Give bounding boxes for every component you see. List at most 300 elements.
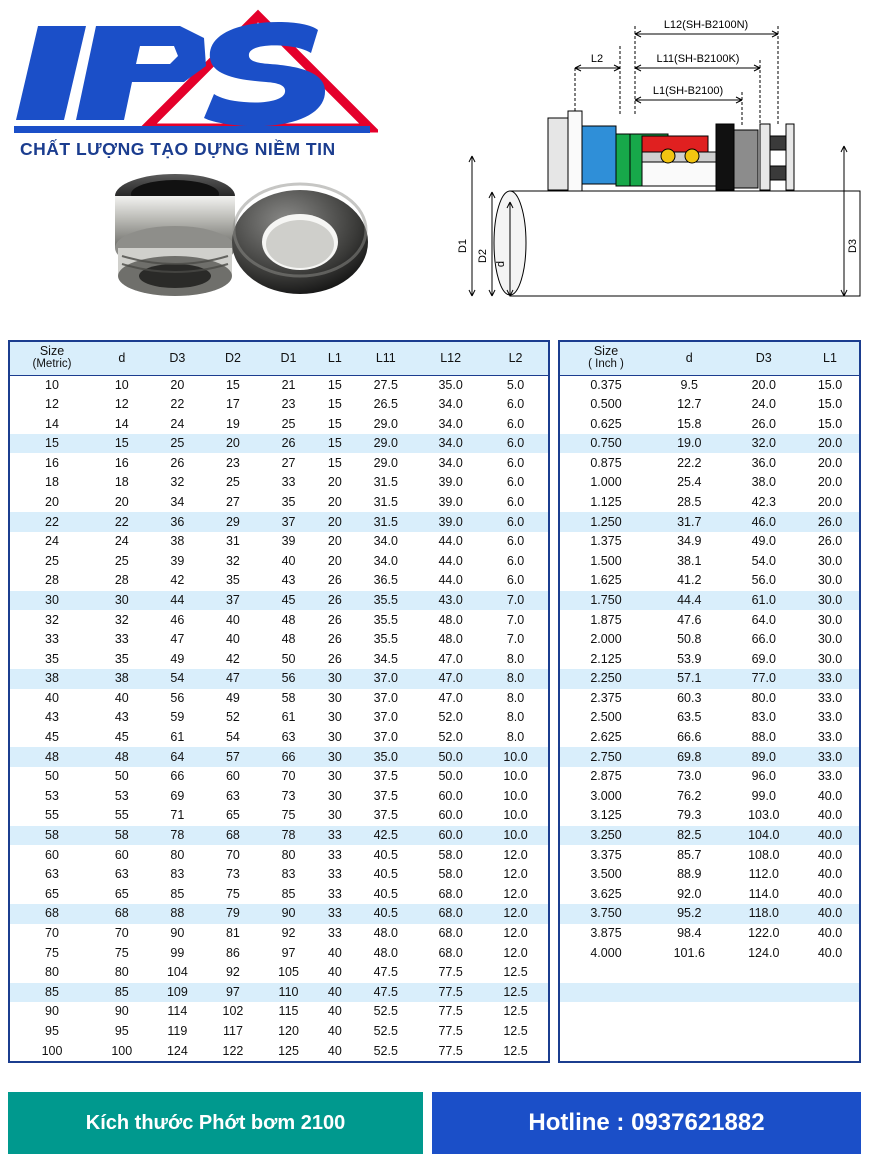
inch-table-row <box>560 453 859 473</box>
inch-table-cell: 33.0 <box>817 710 843 725</box>
inch-table-cell: 30.0 <box>817 612 843 627</box>
metric-table-cell: 39.0 <box>418 512 483 532</box>
inch-table-cell: 69.8 <box>652 747 727 767</box>
inch-table-row-empty <box>560 1002 859 1022</box>
metric-table-cell: 68.0 <box>418 904 483 924</box>
inch-table-cell: 31.7 <box>652 512 727 532</box>
metric-table-cell: 28 <box>114 573 129 588</box>
technical-drawing <box>430 6 865 326</box>
metric-table-cell: 86 <box>225 945 240 960</box>
inch-table-cell: 3.625 <box>590 886 622 901</box>
metric-table-cell: 30 <box>94 591 150 611</box>
inch-table-container <box>558 340 861 1063</box>
metric-table-cell: 6.0 <box>506 494 525 509</box>
inch-table-row <box>560 512 859 532</box>
metric-table-cell: 65 <box>225 808 240 823</box>
metric-table-cell: 35.0 <box>353 747 418 767</box>
metric-table-cell: 25 <box>114 553 129 568</box>
inch-table-row <box>560 669 859 689</box>
metric-table-cell: 12 <box>45 396 59 411</box>
metric-table-row <box>10 473 548 493</box>
metric-table-cell: 33 <box>316 826 353 846</box>
metric-table-cell: 37.5 <box>373 808 398 823</box>
metric-table-cell: 34.5 <box>373 651 398 666</box>
metric-table-cell: 64 <box>150 747 206 767</box>
inch-table-cell: 57.1 <box>652 669 727 689</box>
metric-table-cell: 33 <box>114 632 129 647</box>
metric-table-cell: 42 <box>170 573 185 588</box>
metric-table-cell: 23 <box>225 455 240 470</box>
metric-table-cell: 37 <box>261 512 317 532</box>
metric-table-cell: 60 <box>45 847 59 862</box>
metric-table-cell: 37.0 <box>353 669 418 689</box>
metric-table-cell: 44.0 <box>438 573 463 588</box>
inch-table-row <box>560 943 859 963</box>
metric-table-cell: 29.0 <box>353 434 418 454</box>
metric-table-row <box>10 1041 548 1061</box>
metric-table-row <box>10 747 548 767</box>
metric-table-row <box>10 571 548 591</box>
metric-table-cell: 85 <box>10 983 94 1003</box>
metric-table-cell: 14 <box>114 416 129 431</box>
metric-table-cell: 37 <box>205 591 261 611</box>
metric-table-cell: 15 <box>327 396 342 411</box>
inch-table-cell: 3.750 <box>560 904 652 924</box>
metric-table-cell: 59 <box>170 710 185 725</box>
ips-logo-icon <box>8 8 378 138</box>
metric-table-head <box>10 342 548 375</box>
inch-table-row <box>560 395 859 415</box>
dim-l2-label: L2 <box>590 53 604 65</box>
inch-table-cell-empty <box>652 1022 727 1042</box>
metric-table-cell: 30 <box>327 769 342 784</box>
metric-table-cell: 73 <box>225 867 240 882</box>
dim-d1-label: D1 <box>457 238 469 254</box>
metric-table-cell: 10.0 <box>503 808 528 823</box>
metric-table-cell: 29.0 <box>373 416 398 431</box>
inch-table-cell: 34.9 <box>677 534 702 549</box>
inch-table-row <box>560 747 859 767</box>
metric-table-cell: 39 <box>170 553 185 568</box>
inch-table-cell: 40.0 <box>801 904 859 924</box>
inch-table-cell: 80.0 <box>751 690 776 705</box>
metric-table-cell: 22 <box>10 512 94 532</box>
inch-table-cell: 0.625 <box>590 416 622 431</box>
metric-table-cell: 50 <box>45 769 59 784</box>
metric-table-cell: 35.0 <box>438 377 463 392</box>
metric-table-cell: 33 <box>327 926 342 941</box>
inch-table-cell: 25.4 <box>677 475 702 490</box>
metric-table-cell: 8.0 <box>506 710 525 725</box>
inch-table-cell: 44.4 <box>652 591 727 611</box>
metric-table-cell: 7.0 <box>506 632 525 647</box>
inch-table-cell: 15.0 <box>817 396 843 411</box>
metric-table-cell: 29 <box>205 512 261 532</box>
inch-table-cell: 36.0 <box>751 455 776 470</box>
metric-table-row <box>10 1002 548 1022</box>
inch-table-cell: 3.375 <box>590 847 622 862</box>
metric-table-cell: 34 <box>170 494 185 509</box>
inch-table-row <box>560 865 859 885</box>
metric-table-cell: 36.5 <box>373 573 398 588</box>
metric-table-row <box>10 924 548 944</box>
inch-table-cell-empty <box>560 983 652 1003</box>
metric-table-cell: 5.0 <box>506 377 525 392</box>
metric-table-cell: 52 <box>225 710 240 725</box>
metric-table-cell: 33 <box>327 886 342 901</box>
metric-table-cell: 27.5 <box>373 377 398 392</box>
inch-table-cell-empty <box>801 983 859 1003</box>
metric-table-cell: 30 <box>327 730 342 745</box>
metric-size-table <box>10 342 548 1061</box>
metric-table-cell: 75 <box>45 945 59 960</box>
inch-table-cell: 82.5 <box>652 826 727 846</box>
metric-table-cell: 55 <box>45 808 59 823</box>
inch-table-row <box>560 708 859 728</box>
metric-table-row <box>10 826 548 846</box>
metric-table-cell: 47.0 <box>418 669 483 689</box>
inch-table-cell: 96.0 <box>751 769 776 784</box>
metric-table-cell: 70 <box>225 847 240 862</box>
metric-table-cell: 32 <box>225 553 240 568</box>
metric-table-row <box>10 649 548 669</box>
metric-table-cell: 10.0 <box>503 788 528 803</box>
inch-table-cell: 69.0 <box>751 651 776 666</box>
metric-table-cell: 20 <box>114 494 129 509</box>
inch-col-header: d <box>652 342 727 375</box>
metric-table-row <box>10 728 548 748</box>
metric-col-header: L1 <box>316 342 353 375</box>
inch-col-header: Size ( Inch ) <box>560 342 652 375</box>
inch-table-cell: 2.000 <box>590 632 622 647</box>
metric-table-cell: 20 <box>45 494 59 509</box>
inch-table-cell: 108.0 <box>748 847 780 862</box>
metric-table-cell: 40 <box>114 690 129 705</box>
inch-header-row <box>560 342 859 375</box>
inch-table-cell: 76.2 <box>677 788 702 803</box>
metric-table-cell: 15 <box>327 377 342 392</box>
inch-table-cell-empty <box>560 1022 652 1042</box>
metric-table-cell: 12.0 <box>503 926 528 941</box>
metric-table-cell: 34.0 <box>438 455 463 470</box>
metric-table-cell: 95 <box>45 1023 59 1038</box>
inch-table-cell: 12.7 <box>677 396 702 411</box>
inch-table-cell: 26.0 <box>801 512 859 532</box>
inch-table-cell-empty <box>727 1041 802 1061</box>
metric-table-cell: 47 <box>205 669 261 689</box>
inch-table-cell-empty <box>801 1022 859 1042</box>
inch-table-cell: 1.625 <box>590 573 622 588</box>
metric-table-cell: 48.0 <box>373 945 398 960</box>
inch-table-cell: 1.875 <box>590 612 622 627</box>
inch-table-cell: 41.2 <box>677 573 702 588</box>
metric-table-cell: 92 <box>281 926 296 941</box>
metric-table-cell: 7.0 <box>483 591 548 611</box>
inch-table-cell: 30.0 <box>817 632 843 647</box>
metric-table-cell: 12.0 <box>503 847 528 862</box>
metric-table-row <box>10 1022 548 1042</box>
metric-table-cell: 20 <box>327 494 342 509</box>
metric-table-cell: 21 <box>281 377 296 392</box>
metric-table-cell: 68.0 <box>438 926 463 941</box>
metric-table-cell: 97 <box>281 945 296 960</box>
metric-table-cell: 37.5 <box>373 788 398 803</box>
metric-table-row <box>10 963 548 983</box>
metric-table-cell: 75 <box>225 886 240 901</box>
metric-table-cell: 40.5 <box>373 847 398 862</box>
inch-table-row <box>560 610 859 630</box>
metric-table-cell: 34.0 <box>373 553 398 568</box>
inch-table-cell: 20.0 <box>801 434 859 454</box>
metric-table-cell: 60.0 <box>438 808 463 823</box>
metric-table-cell: 35.5 <box>373 632 398 647</box>
inch-table-cell: 61.0 <box>727 591 802 611</box>
metric-table-cell: 33 <box>316 904 353 924</box>
metric-table-cell: 15 <box>94 434 150 454</box>
metric-table-cell: 26 <box>327 632 342 647</box>
metric-table-cell: 15 <box>316 434 353 454</box>
metric-table-cell: 58 <box>281 690 296 705</box>
inch-table-row <box>560 649 859 669</box>
metric-table-cell: 47.5 <box>353 983 418 1003</box>
metric-table-cell: 58 <box>10 826 94 846</box>
inch-table-row-empty <box>560 1041 859 1061</box>
metric-table-cell: 90 <box>170 926 185 941</box>
hotline-banner[interactable]: Hotline : 0937621882 <box>432 1092 861 1154</box>
metric-table-cell: 48 <box>10 747 94 767</box>
metric-table-cell: 26 <box>327 573 342 588</box>
inch-table-row-empty <box>560 983 859 1003</box>
metric-table-cell: 45 <box>114 730 129 745</box>
inch-table-cell-empty <box>801 963 859 983</box>
inch-table-cell: 95.2 <box>652 904 727 924</box>
inch-table-row <box>560 885 859 905</box>
metric-table-cell: 35.5 <box>353 591 418 611</box>
metric-table-cell: 12.0 <box>503 945 528 960</box>
metric-table-cell: 68.0 <box>438 886 463 901</box>
metric-table-cell: 65 <box>45 886 59 901</box>
inch-table-cell: 4.000 <box>590 945 622 960</box>
metric-table-cell: 33 <box>327 867 342 882</box>
inch-table-cell: 20.0 <box>817 494 843 509</box>
inch-table-cell: 46.0 <box>727 512 802 532</box>
metric-table-cell: 25 <box>150 434 206 454</box>
product-photo <box>70 160 380 320</box>
inch-table-cell: 33.0 <box>817 690 843 705</box>
inch-table-cell: 1.375 <box>590 534 622 549</box>
brand-logo <box>8 8 378 168</box>
metric-table-cell: 45 <box>45 730 59 745</box>
inch-table-cell-empty <box>801 1002 859 1022</box>
inch-size-table <box>560 342 859 1061</box>
dim-d2-label: D2 <box>477 248 489 264</box>
metric-table-cell: 26 <box>327 651 342 666</box>
inch-table-cell: 49.0 <box>751 534 776 549</box>
metric-table-cell: 22 <box>94 512 150 532</box>
metric-table-cell: 95 <box>114 1023 129 1038</box>
metric-table-cell: 120 <box>278 1023 299 1038</box>
inch-table-cell: 26.0 <box>817 534 843 549</box>
metric-table-row <box>10 767 548 787</box>
metric-table-cell: 55 <box>114 808 129 823</box>
metric-table-cell: 88 <box>150 904 206 924</box>
metric-table-row <box>10 610 548 630</box>
inch-table-cell: 53.9 <box>677 651 702 666</box>
metric-table-row <box>10 689 548 709</box>
metric-table-cell: 56 <box>261 669 317 689</box>
inch-table-row <box>560 532 859 552</box>
metric-table-cell: 7.0 <box>506 612 525 627</box>
metric-table-cell: 50.0 <box>418 747 483 767</box>
dim-d3-label: D3 <box>847 238 859 254</box>
metric-table-body <box>10 375 548 1061</box>
inch-table-cell: 0.750 <box>560 434 652 454</box>
metric-table-cell: 40 <box>281 553 296 568</box>
metric-table-cell: 48.0 <box>438 612 463 627</box>
inch-table-cell: 56.0 <box>751 573 776 588</box>
metric-table-row <box>10 414 548 434</box>
metric-table-cell: 24 <box>45 534 59 549</box>
metric-table-cell: 30 <box>10 591 94 611</box>
inch-table-cell: 112.0 <box>748 867 779 882</box>
metric-table-cell: 77.5 <box>438 1023 463 1038</box>
inch-table-row <box>560 826 859 846</box>
metric-table-cell: 10.0 <box>483 826 548 846</box>
inch-table-cell: 40.0 <box>817 945 843 960</box>
inch-table-cell: 20.0 <box>751 377 776 392</box>
metric-table-cell: 90 <box>114 1004 129 1019</box>
metric-table-cell: 6.0 <box>483 434 548 454</box>
inch-table-row <box>560 493 859 513</box>
metric-table-row <box>10 787 548 807</box>
metric-table-cell: 102 <box>222 1004 244 1019</box>
inch-table-cell: 40.0 <box>817 788 843 803</box>
inch-table-cell: 85.7 <box>677 847 702 862</box>
metric-table-cell: 63 <box>114 867 129 882</box>
inch-table-row <box>560 904 859 924</box>
inch-table-cell-empty <box>727 963 802 983</box>
metric-col-header: D2 <box>205 342 261 375</box>
metric-table-cell: 90 <box>45 1004 59 1019</box>
metric-table-cell: 31.5 <box>353 512 418 532</box>
metric-table-cell: 25 <box>45 553 59 568</box>
metric-table-cell: 22 <box>170 396 185 411</box>
inch-table-cell-empty <box>560 963 652 983</box>
metric-table-cell: 40 <box>316 983 353 1003</box>
inch-table-cell: 24.0 <box>751 396 776 411</box>
metric-table-row <box>10 669 548 689</box>
inch-table-cell: 3.500 <box>590 867 622 882</box>
metric-table-cell: 6.0 <box>506 475 525 490</box>
metric-table-cell: 31.5 <box>373 475 398 490</box>
metric-table-cell: 20 <box>327 553 342 568</box>
metric-table-cell: 100 <box>41 1043 63 1058</box>
metric-table-cell: 6.0 <box>506 534 525 549</box>
inch-table-cell: 92.0 <box>677 886 702 901</box>
metric-table-row <box>10 865 548 885</box>
metric-table-cell: 36 <box>150 512 206 532</box>
metric-table-cell: 38 <box>94 669 150 689</box>
metric-table-cell: 83 <box>281 867 296 882</box>
inch-table-cell: 122.0 <box>748 926 780 941</box>
metric-table-cell: 77.5 <box>418 983 483 1003</box>
metric-table-cell: 43 <box>114 710 129 725</box>
inch-table-cell-empty <box>652 1002 727 1022</box>
inch-table-cell-empty <box>652 963 727 983</box>
metric-table-row <box>10 395 548 415</box>
metric-table-cell: 48 <box>281 612 296 627</box>
metric-table-row <box>10 983 548 1003</box>
inch-table-cell: 1.000 <box>590 475 622 490</box>
metric-table-cell: 15 <box>225 377 240 392</box>
inch-table-cell: 0.875 <box>590 455 622 470</box>
metric-table-cell: 12.0 <box>503 886 528 901</box>
inch-table-cell: 30.0 <box>817 573 843 588</box>
metric-table-cell: 83 <box>170 867 185 882</box>
inch-table-cell: 79.3 <box>677 808 702 823</box>
metric-table-cell: 47 <box>170 632 185 647</box>
metric-table-cell: 71 <box>170 808 185 823</box>
dim-l12-label: L12(SH-B2100N) <box>663 19 749 31</box>
metric-table-cell: 35 <box>114 651 129 666</box>
inch-table-cell: 20.0 <box>817 475 843 490</box>
inch-table-row <box>560 806 859 826</box>
metric-table-cell: 100 <box>111 1043 133 1058</box>
metric-table-cell: 6.0 <box>506 396 525 411</box>
metric-table-cell: 24 <box>114 534 129 549</box>
inch-table-cell: 33.0 <box>817 730 843 745</box>
inch-table-cell-empty <box>560 1002 652 1022</box>
metric-table-cell: 18 <box>114 475 129 490</box>
inch-table-cell: 40.0 <box>801 826 859 846</box>
metric-table-cell: 6.0 <box>506 573 525 588</box>
metric-table-cell: 10 <box>114 377 129 392</box>
inch-table-cell-empty <box>560 1041 652 1061</box>
metric-table-cell: 39.0 <box>438 475 463 490</box>
metric-table-container <box>8 340 550 1063</box>
metric-table-cell: 79 <box>205 904 261 924</box>
metric-table-cell: 47.0 <box>438 651 463 666</box>
metric-table-cell: 12.5 <box>503 965 528 980</box>
metric-table-cell: 99 <box>170 945 185 960</box>
inch-table-cell: 89.0 <box>727 747 802 767</box>
inch-table-cell: 3.250 <box>560 826 652 846</box>
metric-table-row <box>10 845 548 865</box>
metric-table-cell: 49 <box>225 690 240 705</box>
metric-table-cell: 20 <box>205 434 261 454</box>
inch-table-cell: 118.0 <box>727 904 802 924</box>
metric-table-cell: 52.5 <box>373 1023 398 1038</box>
metric-table-cell: 119 <box>167 1023 188 1038</box>
metric-table-cell: 6.0 <box>483 512 548 532</box>
metric-table-cell: 23 <box>281 396 296 411</box>
inch-table-cell: 40.0 <box>817 926 843 941</box>
inch-table-cell: 15.0 <box>817 377 843 392</box>
metric-table-cell: 25 <box>225 475 240 490</box>
inch-table-cell: 1.250 <box>560 512 652 532</box>
metric-table-cell: 52.0 <box>438 710 463 725</box>
inch-table-row <box>560 787 859 807</box>
inch-table-cell: 19.0 <box>652 434 727 454</box>
metric-table-cell: 114 <box>167 1004 188 1019</box>
metric-table-cell: 40 <box>327 1004 342 1019</box>
metric-table-cell: 50 <box>281 651 296 666</box>
metric-table-cell: 30 <box>327 710 342 725</box>
header-section <box>0 0 869 330</box>
metric-table-cell: 48.0 <box>373 926 398 941</box>
metric-table-cell: 26.5 <box>373 396 398 411</box>
inch-table-cell: 40.0 <box>817 847 843 862</box>
